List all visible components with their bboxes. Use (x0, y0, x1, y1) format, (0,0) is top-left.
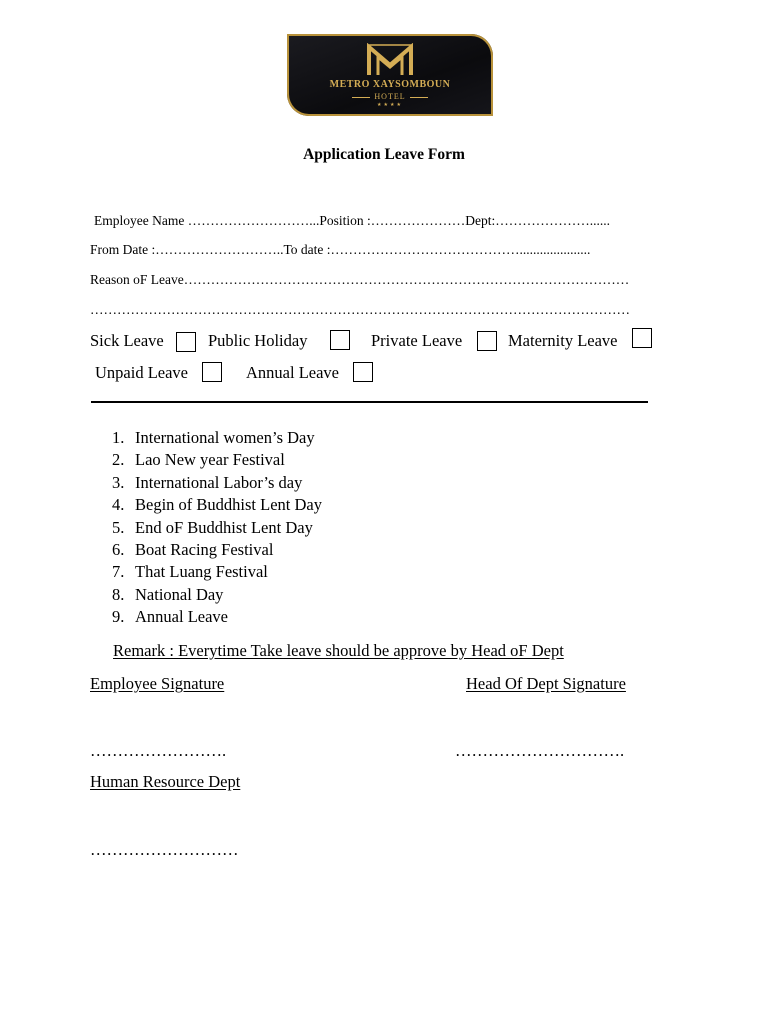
list-item: 8. National Day (112, 584, 224, 604)
annual-leave-label: Annual Leave (246, 363, 339, 382)
unpaid-leave-label: Unpaid Leave (95, 363, 188, 382)
list-item: 3. International Labor’s day (112, 472, 303, 492)
employee-signature-line[interactable]: ……………………. (90, 741, 227, 760)
hr-dept-label: Human Resource Dept (90, 772, 241, 791)
section-divider (91, 401, 648, 403)
annual-leave-checkbox[interactable] (353, 362, 373, 382)
list-item: 7. That Luang Festival (112, 562, 268, 582)
head-of-dept-signature-line[interactable]: …………………………. (455, 741, 625, 760)
logo-stars: ★★★★ (377, 103, 403, 108)
list-item: 2. Lao New year Festival (112, 450, 285, 470)
metro-m-logo-icon (365, 43, 415, 77)
hr-signature-line[interactable]: ……………………… (90, 840, 239, 859)
list-item: 4. Begin of Buddhist Lent Day (112, 495, 322, 515)
head-of-dept-signature-label: Head Of Dept Signature (466, 674, 626, 693)
list-item: 1. International women’s Day (112, 428, 315, 447)
public-holiday-checkbox[interactable] (330, 330, 350, 350)
logo-subtitle: HOTEL (287, 92, 493, 101)
maternity-leave-checkbox[interactable] (632, 328, 652, 348)
remark-text: Remark : Everytime Take leave should be approve by Head oF Dept (113, 641, 564, 660)
private-leave-label: Private Leave (371, 331, 463, 350)
private-leave-checkbox[interactable] (477, 331, 497, 351)
list-item: 5. End oF Buddhist Lent Day (112, 517, 313, 537)
date-range-field[interactable]: From Date :………………………..To date :……………………………………..................... (90, 242, 591, 257)
reason-continued-field[interactable]: ………………………………………………………………………………………………………… (90, 302, 630, 317)
employee-signature-label: Employee Signature (90, 674, 225, 693)
unpaid-leave-checkbox[interactable] (202, 362, 222, 382)
sick-leave-checkbox[interactable] (176, 332, 196, 352)
hotel-logo (287, 34, 493, 116)
reason-field[interactable]: Reason oF Leave……………………………………………………………………………………… (90, 272, 630, 287)
logo-name: METRO XAYSOMBOUN (329, 79, 451, 90)
public-holiday-label: Public Holiday (208, 331, 308, 350)
maternity-leave-label: Maternity Leave (508, 331, 618, 350)
list-item: 9. Annual Leave (112, 607, 228, 627)
employee-name-field[interactable]: Employee Name ………………………...Position :…………………Dept:…………………...... (94, 213, 610, 228)
list-item: 6. Boat Racing Festival (112, 539, 274, 559)
sick-leave-label: Sick Leave (90, 331, 164, 350)
holiday-list (112, 427, 322, 629)
form-title: Application Leave Form (303, 146, 465, 163)
